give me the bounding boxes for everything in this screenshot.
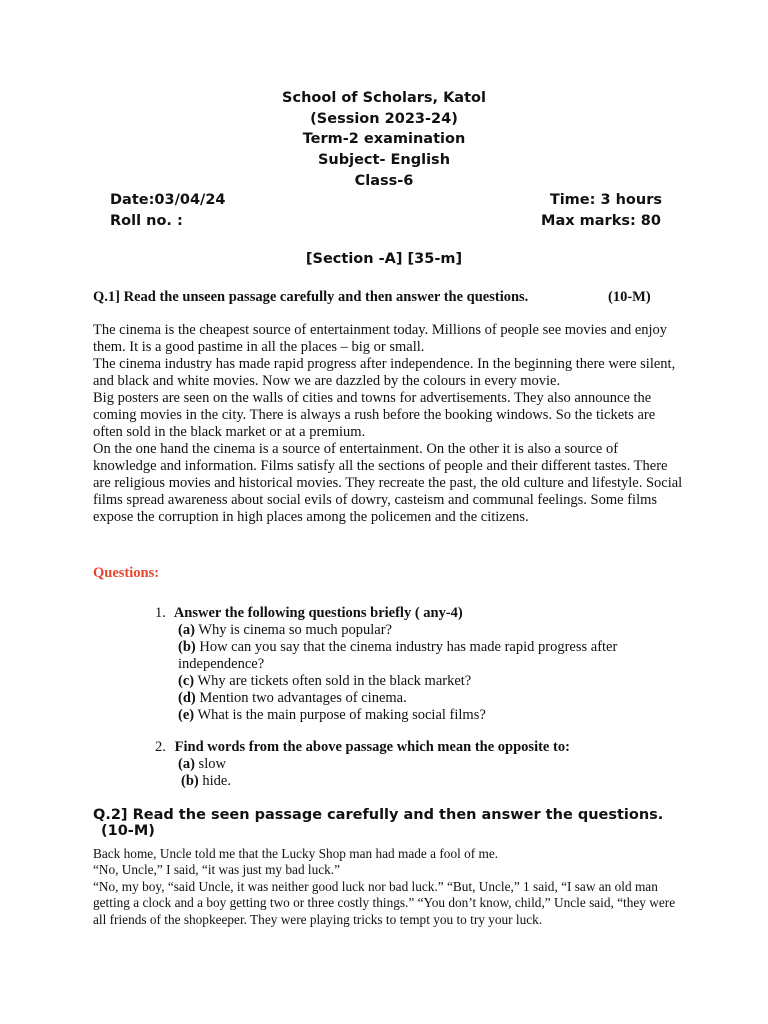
session: (Session 2023-24) (310, 110, 458, 127)
sub-question (178, 756, 675, 773)
question-1 (155, 605, 675, 724)
sub-question-tag: (e) (178, 707, 195, 723)
passage-paragraph: “No, Uncle,” I said, “it was just my bad luck.” (93, 862, 341, 878)
sub-question-tag: (a) (178, 622, 195, 638)
question-title (155, 605, 675, 622)
passage-paragraph: Back home, Uncle told me that the Lucky Shop man had made a fool of me. (93, 846, 499, 861)
passage-paragraph: The cinema is the cheapest source of entertainment today. Millions of people see movies and enjoy them. It is a good pastime in all the places – big or small. (93, 322, 668, 355)
subject: Subject- English (317, 152, 451, 169)
max-marks: Max marks: 80 (541, 213, 661, 229)
passage-paragraph: On the one hand the cinema is a source of entertainment. On the other it is also a source of knowledge and information. Films satisfy all the sections of people and their different tastes. There are religious movies and historical movies. They recreate the past, the old culture and lifestyle. Social films spread awareness about social evils of dowry, casteism and communal feelings. Some films expose the corruption in high places among the policemen and the citizens. (93, 441, 683, 525)
school-name: School of Scholars, Katol (282, 90, 486, 106)
sub-question-list (155, 756, 675, 790)
sub-question (178, 773, 675, 790)
sub-question-text: Mention two advantages of cinema. (195, 690, 407, 706)
sub-question-text: How can you say that the cinema industry has made rapid progress after independence? (178, 639, 618, 672)
passage-paragraph: The cinema industry has made rapid progress after independence. In the beginning there were silent, and black and white movies. Now we are dazzled by the colours in every movie. (93, 356, 676, 389)
passage-paragraph: Big posters are seen on the walls of cities and towns for advertisements. They also announce the coming movies in the city. There is always a rush before the booking windows. So the tickets are often sold in the black market or at a premium. (93, 390, 656, 440)
q1-heading-text: Q.1] Read the unseen passage carefully and then answer the questions. (93, 289, 529, 305)
sub-question-list (155, 622, 675, 724)
sub-question-text: What is the main purpose of making social films? (194, 707, 486, 723)
question-2 (155, 739, 675, 790)
sub-question-text: Why are tickets often sold in the black market? (194, 673, 472, 689)
seen-passage (93, 846, 683, 928)
q2-heading (93, 807, 693, 839)
q1-heading (93, 289, 693, 306)
q1-marks: (10-M) (608, 289, 651, 305)
exam-header (0, 88, 768, 192)
unseen-passage (93, 322, 683, 526)
exam-date: Date:03/04/24 (110, 192, 226, 208)
sub-question (178, 622, 675, 639)
sub-question-tag: (b) (178, 639, 196, 655)
passage-paragraph: “No, my boy, “said Uncle, it was neither good luck nor bad luck.” “But, Uncle,” 1 said, “I saw an old man getting a clock and a boy getting two or three costly things.” “You don’t know, child,” Uncle said, “they were all friends of the shopkeeper. They were playing tricks to tempt you to try your luck. (93, 878, 676, 927)
question-number: 2. (155, 739, 166, 755)
sub-question-tag: (a) (178, 756, 195, 772)
q2-marks: (10-M) (101, 823, 155, 839)
question-title-text: Answer the following questions briefly ( any-4) (173, 605, 463, 621)
sub-question (178, 639, 675, 673)
question-title (155, 739, 675, 756)
sub-question-tag: (b) (181, 773, 199, 789)
class-label: Class-6 (354, 172, 414, 189)
sub-question-text: hide. (198, 773, 231, 789)
sub-question-text: slow (194, 756, 226, 772)
q2-heading-text: Q.2] Read the seen passage carefully and then answer the questions. (93, 807, 664, 823)
sub-question (178, 673, 675, 690)
questions-label: Questions: (93, 565, 160, 581)
sub-question-tag: (d) (178, 690, 196, 706)
sub-question (178, 707, 675, 724)
sub-question-text: Why is cinema so much popular? (194, 622, 392, 638)
roll-number: Roll no. : (110, 213, 183, 229)
sub-question-tag: (c) (178, 673, 195, 689)
exam-name: Term-2 examination (302, 131, 466, 148)
question-number: 1. (155, 605, 166, 621)
sub-question (178, 690, 675, 707)
question-title-text: Find words from the above passage which mean the opposite to: (174, 739, 570, 755)
exam-duration: Time: 3 hours (549, 192, 662, 208)
section-title: [Section -A] [35-m] (305, 251, 463, 267)
